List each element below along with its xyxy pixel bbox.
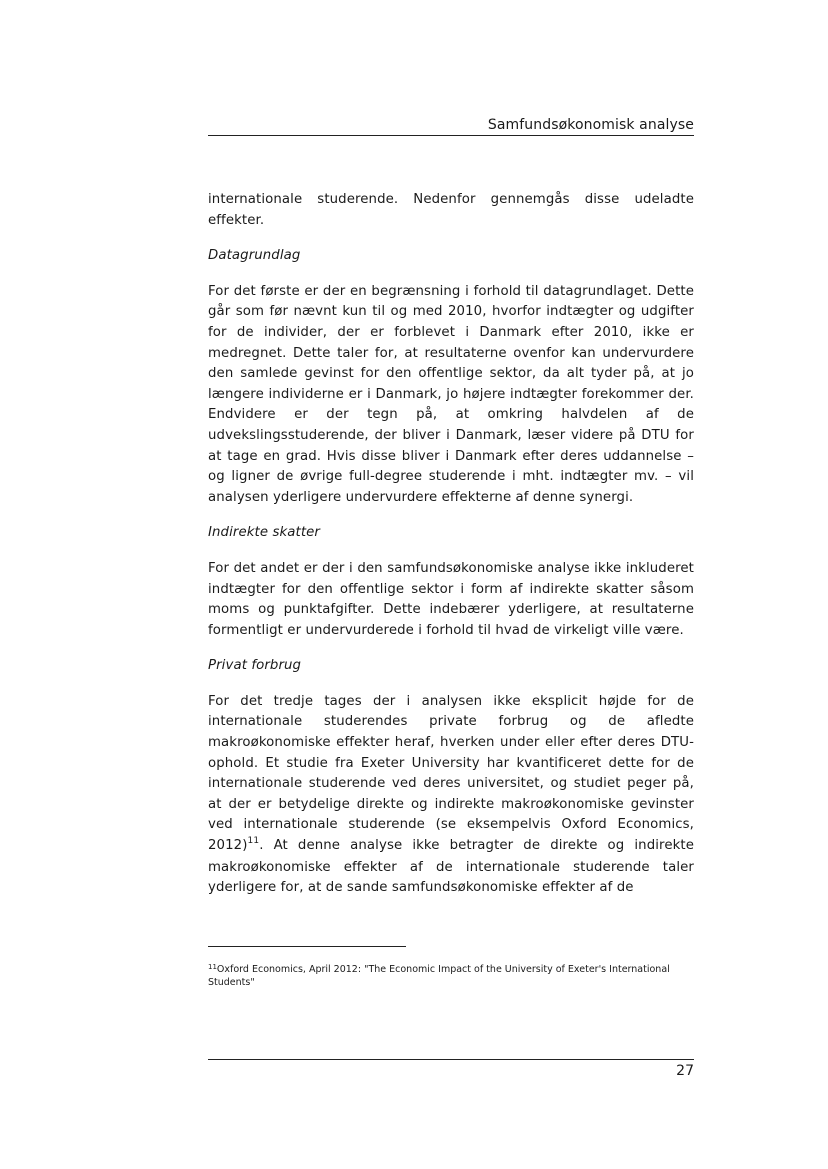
section-heading-datagrundlag: Datagrundlag: [208, 248, 301, 264]
footer-rule: [208, 1059, 694, 1060]
footnote-text: Oxford Economics, April 2012: "The Economic Impact of the University of Exeter's International Students": [208, 964, 670, 988]
section-heading-indirekte-skatter: Indirekte skatter: [208, 525, 321, 541]
intro-paragraph: internationale studerende. Nedenfor gennemgås disse udeladte effekter.: [208, 192, 694, 228]
page-number: 27: [676, 1063, 694, 1079]
footnote: [208, 964, 694, 989]
paragraph-text-before-note: For det tredje tages der i analysen ikke eksplicit højde for de internationale studerendes private forbrug og de afledte makroøkonomiske effekter heraf, hverken under eller efter deres DTU-ophold. Et studie fra Exeter University har kvantificeret dette for de internationale studerende ved deres universitet, og studiet peger på, at der er betydelige direkte og indirekte makroøkonomiske gevinster ved internationale studerende (se eksempelvis Oxford Economics, 2012): [208, 693, 694, 854]
paragraph-privat-forbrug: [208, 692, 694, 899]
paragraph-datagrundlag: For det første er der en begrænsning i forhold til datagrundlaget. Dette går som før nævnt kun til og med 2010, hvorfor indtægter og udgifter for de individer, der er forblevet i Danmark efter 2010, ikke er medregnet. Dette taler for, at resultaterne ovenfor kan undervurdere den samlede gevinst for den offentlige sektor, da alt tyder på, at jo længere individerne er i Danmark, jo højere indtægter forekommer der. Endvidere er der tegn på, at omkring halvdelen af de udvekslingsstuderende, der bliver i Danmark, læser videre på DTU for at tage en grad. Hvis disse bliver i Danmark efter deres uddannelse – og ligner de øvrige full-degree studerende i mht. indtægter mv. – vil analysen yderligere undervurdere effekterne af denne synergi.: [208, 283, 694, 505]
paragraph-text-after-note: . At denne analyse ikke betragter de direkte og indirekte makroøkonomiske effekter af de internationale studerende taler yderligere for, at de sande samfundsøkonomiske effekter af de: [208, 838, 694, 896]
running-header-title: Samfundsøkonomisk analyse: [487, 117, 694, 133]
footnote-number: 11: [208, 963, 217, 971]
footnote-reference[interactable]: 11: [247, 836, 260, 847]
footnote-separator: [208, 946, 406, 947]
paragraph-indirekte-skatter: For det andet er der i den samfundsøkonomiske analyse ikke inkluderet indtægter for den offentlige sektor i form af indirekte skatter såsom moms og punktafgifter. Dette indebærer yderligere, at resultaterne formentligt er undervurderede i forhold til hvad de virkeligt ville være.: [208, 560, 694, 638]
header-rule: [208, 135, 694, 136]
section-heading-privat-forbrug: Privat forbrug: [208, 658, 302, 674]
body-text: [208, 190, 694, 899]
